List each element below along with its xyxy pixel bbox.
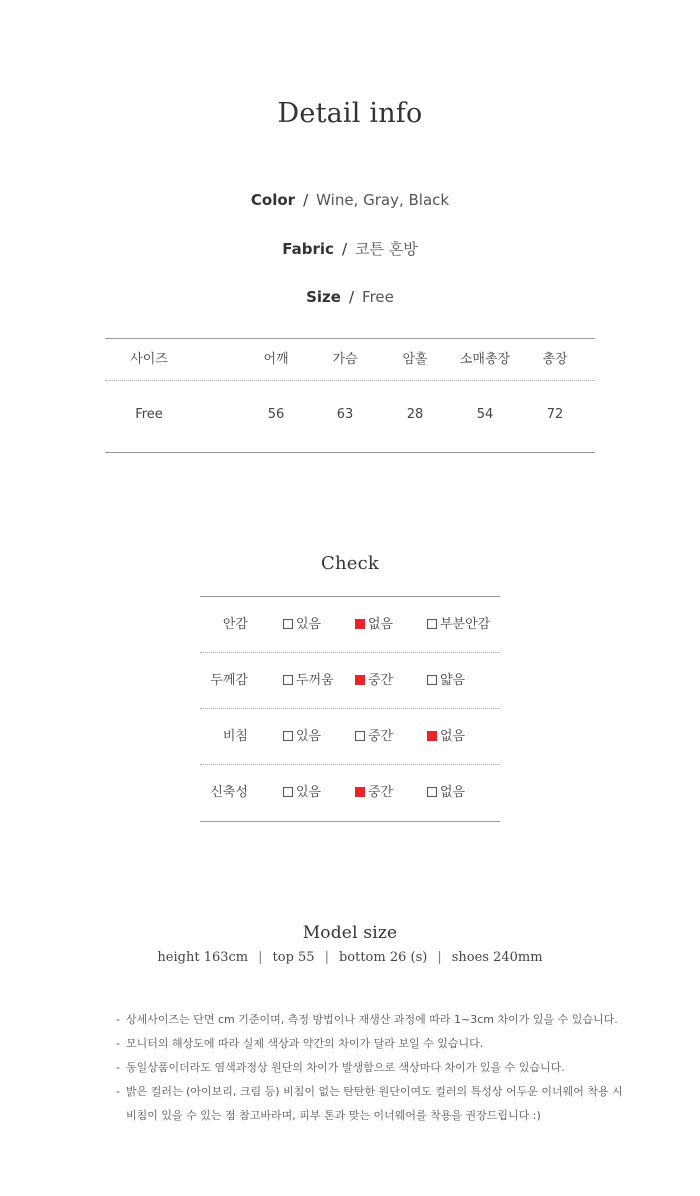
header-total-length: 총장 — [542, 352, 568, 367]
fabric-label: Fabric — [282, 240, 334, 258]
bullet-dash: - — [116, 1085, 120, 1098]
checkbox-icon — [427, 619, 437, 629]
check-label: 비침 — [222, 729, 248, 744]
checkbox-checked-icon — [355, 787, 365, 797]
checkbox-checked-icon — [427, 731, 437, 741]
option-label: 있음 — [296, 617, 322, 632]
detail-info-title: Detail info — [277, 98, 423, 129]
option-label: 없음 — [440, 729, 466, 744]
checkbox-checked-icon — [355, 619, 365, 629]
check-option — [355, 765, 393, 821]
checkbox-icon — [427, 675, 437, 685]
check-option — [283, 709, 321, 765]
size-spec — [0, 288, 700, 306]
option-label: 중간 — [368, 673, 394, 688]
size-table — [105, 338, 595, 453]
bullet-dash: - — [116, 1037, 120, 1050]
check-row-lining — [200, 597, 500, 653]
model-shoes: shoes 240mm — [451, 950, 543, 965]
checkbox-icon — [355, 731, 365, 741]
table-divider — [105, 380, 595, 381]
option-label: 중간 — [368, 729, 394, 744]
cell-size: Free — [135, 407, 163, 422]
check-label: 안감 — [222, 617, 248, 632]
note-item — [116, 1010, 656, 1034]
fabric-spec — [0, 238, 700, 259]
option-label: 두꺼움 — [296, 673, 334, 688]
check-option — [427, 653, 465, 709]
divider: | — [258, 950, 263, 965]
model-size-title: Model size — [302, 923, 398, 943]
note-item-continued — [116, 1106, 656, 1130]
note-text: 밝은 컬러는 (아이보리, 크림 등) 비침이 없는 탄탄한 원단이여도 컬러의 특성상 어두운 이너웨어 착용 시 — [126, 1085, 623, 1098]
note-item — [116, 1034, 656, 1058]
checkbox-icon — [283, 619, 293, 629]
checkbox-icon — [283, 675, 293, 685]
header-sleeve-length: 소매총장 — [459, 352, 511, 367]
note-item — [116, 1082, 656, 1106]
fabric-value: 코튼 혼방 — [355, 240, 418, 258]
model-height: height 163cm — [157, 950, 249, 965]
divider: | — [324, 950, 329, 965]
option-label: 있음 — [296, 785, 322, 800]
header-shoulder: 어깨 — [263, 352, 289, 367]
option-label: 부분안감 — [440, 617, 491, 632]
check-option — [427, 765, 465, 821]
cell-chest: 63 — [336, 407, 354, 422]
check-option — [355, 597, 393, 653]
table-row — [105, 395, 595, 435]
option-label: 없음 — [440, 785, 466, 800]
size-table-header — [105, 339, 595, 381]
note-text: 상세사이즈는 단면 cm 기준이며, 측정 방법이나 재생산 과정에 따라 1~3cm 차이가 있을 수 있습니다. — [126, 1013, 618, 1026]
checkbox-icon — [283, 787, 293, 797]
check-row-thickness — [200, 653, 500, 709]
note-text: 비침이 있을 수 있는 점 참고바라며, 피부 톤과 맞는 이너웨어를 착용을 권장드립니다 :) — [126, 1109, 541, 1122]
checkbox-checked-icon — [355, 675, 365, 685]
notes-list — [116, 1010, 656, 1130]
separator: / — [341, 240, 347, 258]
header-chest: 가슴 — [332, 352, 358, 367]
note-text: 동일상품이더라도 염색과정상 원단의 차이가 발생함으로 색상마다 차이가 있을 수 있습니다. — [126, 1061, 565, 1074]
check-title: Check — [320, 553, 379, 574]
size-label: Size — [306, 288, 341, 306]
bullet-dash: - — [116, 1013, 120, 1026]
header-size: 사이즈 — [130, 352, 168, 367]
model-bottom: bottom 26 (s) — [338, 950, 428, 965]
check-option — [283, 765, 321, 821]
check-row-sheerness — [200, 709, 500, 765]
bullet-dash: - — [116, 1061, 120, 1074]
header-armhole: 암홀 — [402, 352, 428, 367]
check-option — [355, 653, 393, 709]
cell-armhole: 28 — [406, 407, 424, 422]
check-option — [283, 597, 321, 653]
note-item — [116, 1058, 656, 1082]
cell-shoulder: 56 — [267, 407, 285, 422]
check-label: 신축성 — [210, 785, 248, 800]
color-label: Color — [250, 191, 296, 209]
model-top: top 55 — [272, 950, 315, 965]
note-text: 모니터의 해상도에 따라 실제 색상과 약간의 차이가 달라 보일 수 있습니다. — [126, 1037, 484, 1050]
size-value: Free — [362, 288, 394, 306]
option-label: 없음 — [368, 617, 394, 632]
checkbox-icon — [427, 787, 437, 797]
option-label: 중간 — [368, 785, 394, 800]
separator: / — [303, 191, 309, 209]
color-value: Wine, Gray, Black — [316, 191, 450, 209]
cell-sleeve-length: 54 — [476, 407, 494, 422]
separator: / — [348, 288, 355, 306]
option-label: 얇음 — [440, 673, 466, 688]
model-size-info — [0, 950, 700, 965]
check-table — [200, 596, 500, 822]
divider: | — [437, 950, 442, 965]
check-option — [427, 709, 465, 765]
option-label: 있음 — [296, 729, 322, 744]
cell-total-length: 72 — [546, 407, 564, 422]
check-option — [355, 709, 393, 765]
check-label: 두께감 — [210, 673, 248, 688]
check-option — [427, 597, 490, 653]
color-spec — [0, 191, 700, 209]
checkbox-icon — [283, 731, 293, 741]
check-option — [283, 653, 334, 709]
check-row-stretch — [200, 765, 500, 821]
